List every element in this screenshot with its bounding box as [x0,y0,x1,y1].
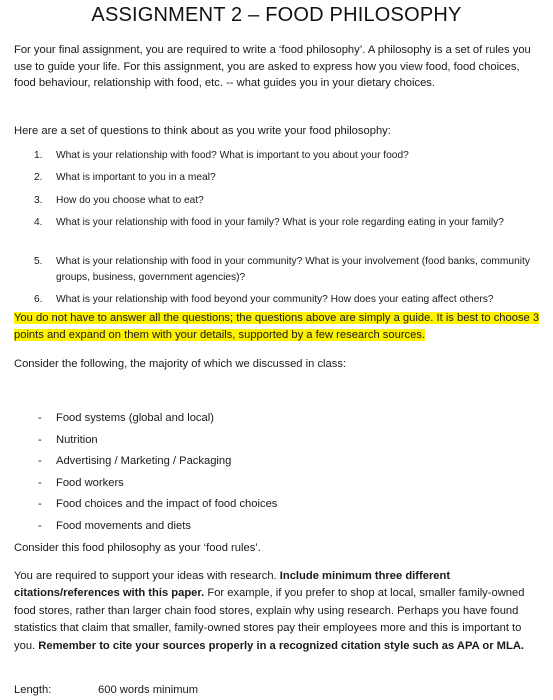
food-rules-note: Consider this food philosophy as your ‘food rules’. [14,542,261,554]
topic-item: - Food workers [38,476,124,489]
topic-item: - Nutrition [38,433,98,446]
research-text: For example, if you prefer to shop at local, smaller family-owned food stores, rather than larger chain food stores, explain why using research. Perhaps you have found statistics that claim that smaller, family-owned stores pay their employees more and this is important to you. [14,587,525,652]
topic-text: Advertising / Marketing / Packaging [56,455,232,468]
question-item [34,254,539,292]
research-text: You are required to support your ideas with research. [14,570,280,582]
question-item [34,170,539,192]
length-row [14,684,199,696]
question-number: 2. [34,172,43,184]
question-number: 6. [34,293,43,305]
question-number: 4. [34,217,43,229]
consider-intro: Consider the following, the majority of which we discussed in class: [14,358,347,370]
question-item [34,148,539,170]
highlighted-text: You do not have to answer all the questions; the questions above are simply a guide. It is best to choose 3 points and expand on them with your details, supported by a few research sources. [14,312,540,341]
question-text: What is your relationship with food? What is important to you about your food? [56,150,409,161]
topic-item: - Food systems (global and local) [38,412,214,424]
topic-item: - Food choices and the impact of food choices [38,498,278,511]
question-number: 5. [34,255,43,267]
question-text: How do you choose what to eat? [56,194,204,206]
question-item [34,193,539,215]
length-value: 600 words minimum [98,684,199,696]
question-number: 3. [34,194,43,206]
topic-item: - Advertising / Marketing / Packaging [38,455,232,468]
topic-text: Food movements and diets [56,519,191,532]
length-label: Length: [14,684,52,696]
question-number: 1. [34,150,43,161]
question-text: What is your relationship with food beyond your community? How does your eating affect others? [56,293,494,305]
highlighted-note [14,310,548,344]
research-paragraph [14,568,544,655]
question-list [34,148,539,324]
topic-list [38,410,277,540]
question-item [34,215,539,253]
citation-reminder: Remember to cite your sources properly in a recognized citation style such as APA or MLA. [38,639,525,652]
question-text: What is your relationship with food in your community? What is your involvement (food banks, community groups, business, government agencies)? [56,255,530,283]
topic-text: Food choices and the impact of food choices [56,498,278,511]
question-text: What is important to you in a meal? [56,172,216,184]
question-text: What is your relationship with food in your family? What is your role regarding eating in your family? [56,217,504,229]
topic-item: - Food movements and diets [38,519,191,532]
research-requirement: Include minimum three different citations/references with this paper. [14,570,451,600]
topic-text: Nutrition [56,433,98,446]
questions-intro: Here are a set of questions to think about as you write your food philosophy: [14,125,391,137]
topic-text: Food workers [56,476,124,489]
intro-paragraph: For your final assignment, you are required to write a ‘food philosophy’. A philosophy is a set of rules you use to guide your life. For this assignment, you are asked to express how you view food, food choices, food behaviour, relationship with food, etc. -- what guides you in your dietary choices. [14,44,531,89]
page-title: ASSIGNMENT 2 – FOOD PHILOSOPHY [91,4,462,26]
topic-text: Food systems (global and local) [56,412,214,424]
